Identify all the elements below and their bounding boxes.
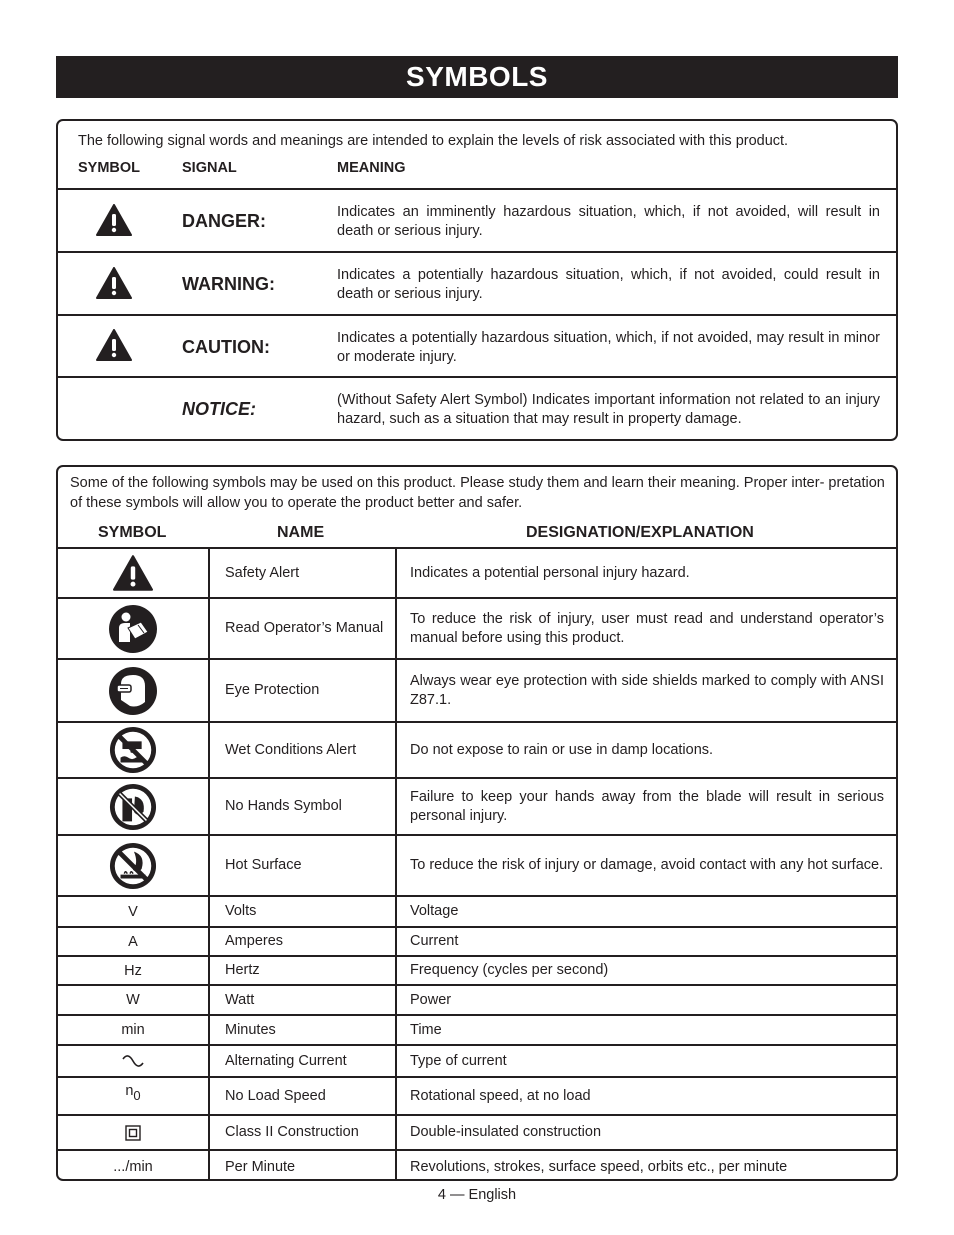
signal-meaning: Indicates an imminently hazardous situation, which, if not avoided, will result in death or serious injury. [337,204,880,239]
symbol-designation: Time [410,1021,442,1038]
symbol-designation: Indicates a potential personal injury hazard. [410,564,690,581]
table-row [58,547,896,597]
symbol-designation: Double-insulated construction [410,1124,602,1140]
symbol-subscript: 0 [133,1088,141,1103]
header-signal: SIGNAL [182,160,237,176]
signal-meaning: (Without Safety Alert Symbol) Indicates important information not related to an injury hazard, such as a situation that may result in property damage. [337,392,880,427]
symbol-text: n [125,1083,134,1099]
symbol-name: Class II Construction [210,1116,397,1149]
signal-row-notice [58,376,896,441]
symbol-name: Read Operator’s Manual [225,620,384,636]
header-meaning: MEANING [337,160,406,176]
signal-intro: The following signal words and meanings are intended to explain the levels of risk associated with this product. [78,133,789,149]
symbol-name: Hertz [210,957,397,984]
table-row [58,1044,896,1076]
symbol-designation: Frequency (cycles per second) [410,962,609,978]
symbol-name: Minutes [210,1016,397,1044]
symbol-designation: Revolutions, strokes, surface speed, orbits etc., per minute [410,1158,788,1175]
table-row [58,926,896,955]
symbol-designation: To reduce the risk of injury or damage, avoid contact with any hot surface. [410,857,884,873]
alternating-current-icon [122,1054,144,1068]
symbol-text: Hz [58,957,210,984]
symbol-text: W [58,986,210,1014]
signal-meaning: Indicates a potentially hazardous situation, which, if not avoided, could result in death or serious injury. [337,267,880,302]
page-footer: 4 — English [437,1187,517,1203]
symbol-designation: Do not expose to rain or use in damp locations. [410,741,714,758]
symbol-designation: Type of current [410,1052,507,1069]
symbol-designation: Power [410,991,452,1008]
no-load-speed-symbol [58,1078,210,1114]
table-row [58,895,896,926]
symbol-designation: To reduce the risk of injury, user must read and understand operator’s manual before using this product. [410,610,884,646]
symbol-name: No Load Speed [210,1078,397,1114]
signal-words-box [56,119,898,441]
table-row [58,1149,896,1181]
symbol-name: Hot Surface [225,857,302,873]
symbol-text: min [58,1016,210,1044]
table-row [58,721,896,777]
safety-alert-icon [96,204,132,236]
symbol-designation: Always wear eye protection with side shields marked to comply with ANSI Z87.1. [410,672,884,708]
symbol-name: Eye Protection [225,682,320,698]
symbol-name: Safety Alert [210,549,397,597]
symbols-table-box [56,465,898,1181]
header-symbol: SYMBOL [78,160,141,176]
table-row [58,658,896,721]
table-row [58,1076,896,1114]
table-row [58,1114,896,1149]
header-designation: DESIGNATION/EXPLANATION [526,524,754,541]
symbols-intro: Some of the following symbols may be used on this product. Please study them and learn their meaning. Proper inter- pretation of these symbols will allow you to operate the product better and safer. [70,475,885,511]
table-row [58,834,896,895]
page-title: SYMBOLS [56,56,898,98]
eye-protection-icon [108,666,158,716]
symbol-name: Per Minute [210,1151,397,1181]
hot-surface-icon [109,842,157,890]
symbol-text: A [58,928,210,955]
symbol-name: Watt [210,986,397,1014]
symbol-designation: Voltage [410,903,459,919]
header-symbol: SYMBOL [98,524,167,541]
symbol-name: Volts [210,897,397,926]
signal-row-caution [58,314,896,376]
signal-meaning: Indicates a potentially hazardous situation, which, if not avoided, may result in minor or moderate injury. [337,330,880,365]
signal-row-danger [58,188,896,251]
signal-word: NOTICE: [182,399,256,419]
symbol-designation: Current [410,933,459,949]
signal-row-warning [58,251,896,314]
safety-alert-icon [96,329,132,361]
symbol-text: .../min [58,1151,210,1181]
signal-word: WARNING: [182,274,275,294]
symbol-designation: Rotational speed, at no load [410,1087,591,1104]
signal-word: CAUTION: [182,337,270,357]
table-row [58,597,896,658]
table-row [58,1014,896,1044]
symbol-text: V [58,897,210,926]
table-row [58,984,896,1014]
symbol-designation: Failure to keep your hands away from the blade will result in serious personal injury. [410,788,884,824]
symbol-name: No Hands Symbol [225,798,342,814]
table-row [58,955,896,984]
class-ii-construction-icon [125,1125,141,1141]
signal-word: DANGER: [182,211,266,231]
no-hands-icon [109,783,157,831]
symbol-name: Wet Conditions Alert [225,741,357,758]
header-name: NAME [277,524,325,541]
table-row [58,777,896,834]
symbol-name: Alternating Current [210,1046,397,1076]
safety-alert-icon [113,555,153,591]
wet-conditions-icon [109,726,157,774]
symbol-name: Amperes [210,928,397,955]
safety-alert-icon [96,267,132,299]
read-manual-icon [108,604,158,654]
